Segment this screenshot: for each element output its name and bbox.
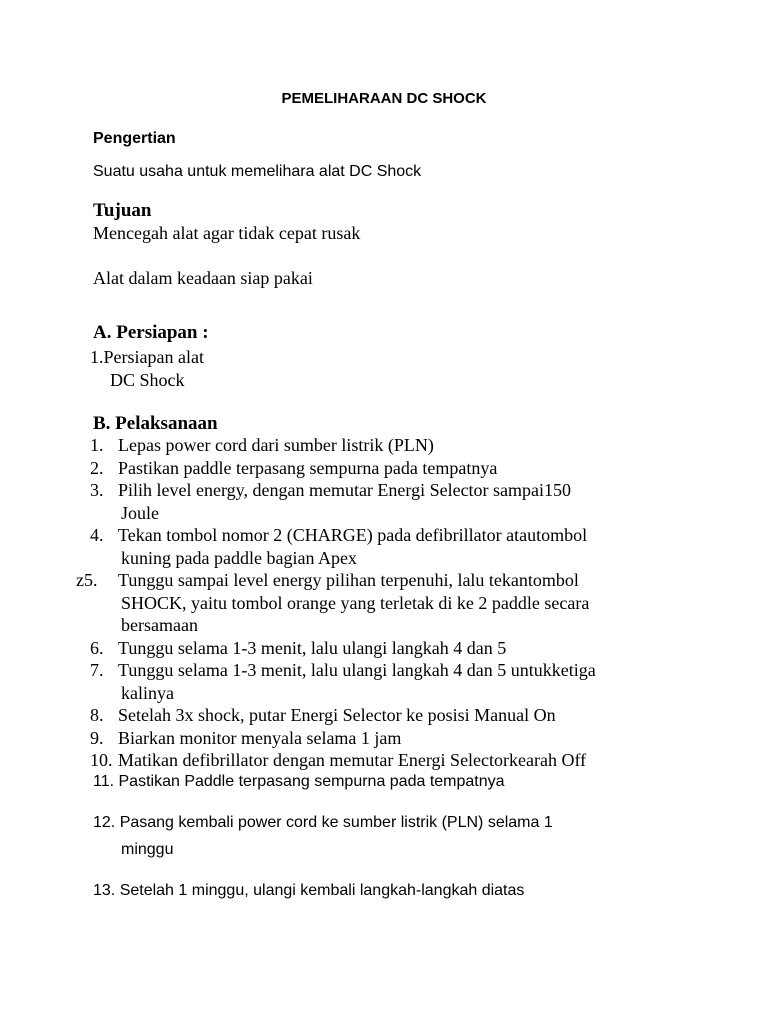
step-text-line: Matikan defibrillator dengan memutar Energi Selectorkearah Off: [118, 750, 587, 770]
step-item: [84, 704, 734, 727]
tujuan-line-1: Mencegah alat agar tidak cepat rusak: [93, 223, 361, 243]
steps-list: [76, 434, 734, 772]
section-a-line-2: DC Shock: [110, 370, 185, 390]
step-13: 13. Setelah 1 minggu, ulangi kembali langkah-langkah diatas: [93, 882, 525, 899]
pengertian-text: Suatu usaha untuk memelihara alat DC Shock: [93, 163, 422, 180]
step-text-line: kalinya: [121, 682, 174, 703]
step-number: 3.: [90, 480, 104, 500]
step-item: [76, 569, 734, 637]
step-item: [84, 637, 734, 660]
step-item: [84, 524, 734, 569]
step-text-line: Tunggu selama 1-3 menit, lalu ulangi langkah 4 dan 5 untukketiga: [118, 660, 596, 680]
step-number: 9.: [90, 727, 104, 748]
step-number: 10.: [90, 750, 113, 770]
step-number: 4.: [90, 525, 104, 545]
step-text-line: Pastikan paddle terpasang sempurna pada tempatnya: [118, 457, 498, 478]
step-11: 11. Pastikan Paddle terpasang sempurna pada tempatnya: [93, 773, 505, 790]
step-text-line: Joule: [121, 502, 159, 523]
step-item: [84, 749, 734, 772]
step-item: [84, 457, 734, 480]
step-text-line: Tunggu selama 1-3 menit, lalu ulangi langkah 4 dan 5: [118, 637, 507, 658]
step-text-line: bersamaan: [121, 615, 198, 635]
step-text-line: Biarkan monitor menyala selama 1 jam: [118, 727, 402, 748]
step-text-line: SHOCK, yaitu tombol orange yang terletak di ke 2 paddle secara: [121, 592, 590, 613]
section-a-heading: A. Persiapan :: [93, 322, 209, 343]
tujuan-line-2: Alat dalam keadaan siap pakai: [93, 268, 313, 288]
tujuan-heading: Tujuan: [93, 200, 152, 221]
step-text-line: Tekan tombol nomor 2 (CHARGE) pada defibrillator atautombol: [118, 525, 588, 545]
step-item: [84, 659, 734, 704]
step-text-line: kuning pada paddle bagian Apex: [121, 547, 357, 568]
step-number: 1.: [90, 435, 104, 455]
step-number: z5.: [76, 570, 98, 590]
step-12-line-2: minggu: [121, 841, 174, 858]
step-text-line: Tunggu sampai level energy pilihan terpenuhi, lalu tekantombol: [118, 570, 579, 590]
step-text-line: Setelah 3x shock, putar Energi Selector ke posisi Manual On: [118, 705, 556, 725]
step-number: 2.: [90, 457, 104, 478]
document-title: PEMELIHARAAN DC SHOCK: [281, 90, 487, 107]
step-number: 8.: [90, 705, 104, 725]
section-a-line-1: 1.Persiapan alat: [90, 347, 204, 367]
step-number: 6.: [90, 637, 104, 658]
step-item: [84, 434, 734, 457]
step-text-line: Lepas power cord dari sumber listrik (PLN): [118, 435, 434, 455]
section-b-heading: B. Pelaksanaan: [93, 413, 218, 434]
pengertian-heading: Pengertian: [93, 130, 176, 147]
step-number: 7.: [90, 660, 104, 680]
step-item: [84, 479, 734, 524]
step-item: [84, 727, 734, 750]
step-text-line: Pilih level energy, dengan memutar Energi Selector sampai150: [118, 480, 572, 500]
step-12-line-1: 12. Pasang kembali power cord ke sumber listrik (PLN) selama 1: [93, 814, 553, 831]
